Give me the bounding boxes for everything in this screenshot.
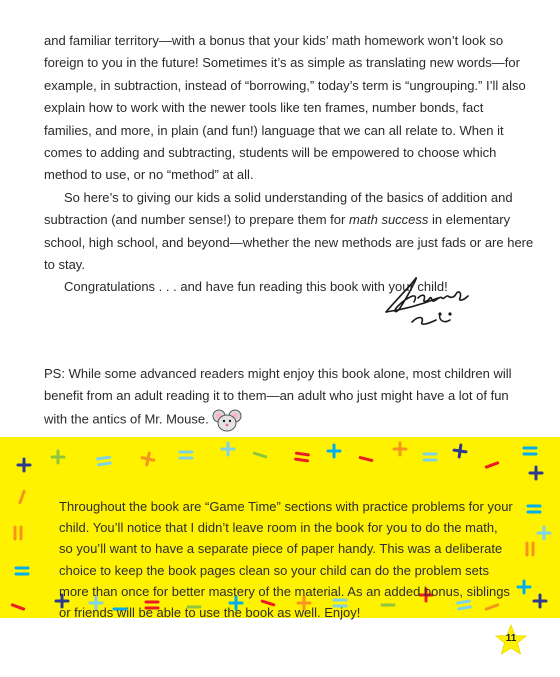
plus-symbol bbox=[453, 444, 467, 458]
equals-symbol bbox=[296, 453, 309, 461]
paragraph-3: Congratulations . . . and have fun reading this book with your child! bbox=[64, 279, 448, 295]
game-time-banner bbox=[0, 437, 560, 621]
minus-symbol bbox=[486, 463, 497, 467]
plus-symbol bbox=[141, 452, 155, 466]
plus-symbol bbox=[530, 467, 542, 479]
plus-symbol bbox=[538, 527, 550, 539]
body-text bbox=[44, 30, 534, 299]
minus-symbol bbox=[254, 453, 265, 457]
emphasis-math-success: math success bbox=[348, 212, 429, 228]
plus-symbol bbox=[328, 445, 340, 457]
paragraph-2: So here’s to giving our kids a solid understanding of the basics of addition and subtraction (and number sense!) to prepare them for math success in elementary school, high school, and beyond—whether the new methods are just fads or are here to stay. bbox=[44, 189, 534, 273]
minus-symbol bbox=[360, 458, 372, 461]
minus-symbol bbox=[20, 491, 24, 502]
equals-symbol bbox=[527, 543, 533, 555]
plus-symbol bbox=[18, 459, 30, 471]
equals-symbol bbox=[16, 568, 28, 574]
equals-symbol bbox=[524, 448, 536, 454]
plus-symbol bbox=[222, 443, 234, 455]
banner-text: Throughout the book are “Game Time” sections with practice problems for your child. You’ll notice that I didn’t leave room in the book for you to do the math, so you’ll want to have a separate piece of paper handy. This was a deliberate choice to keep the book pages clean so your child can do the problem sets more than once for better mastery of the material. As an added bonus, siblings or friends will be able to use the book as well. Enjoy! bbox=[59, 499, 513, 621]
page-number: 11 bbox=[505, 633, 517, 644]
page-number-badge bbox=[495, 624, 527, 656]
equals-symbol bbox=[180, 452, 192, 458]
equals-symbol bbox=[98, 457, 111, 465]
plus-symbol bbox=[534, 595, 546, 607]
minus-symbol bbox=[12, 605, 23, 609]
plus-symbol bbox=[394, 443, 406, 455]
equals-symbol bbox=[15, 527, 21, 539]
equals-symbol bbox=[424, 454, 436, 460]
signature-image bbox=[378, 268, 498, 338]
paragraph-1: and familiar territory—with a bonus that your kids’ math homework won’t look so foreign to you in the future! Sometimes it’s as simple as translating new words—for example, in subtraction, instead of “borrowing,” today’s term is “ungrouping.” I’ll also explain how to work with the newer tools like ten frames, number bonds, fact families, and more, in plain (and fun!) language that we can all relate to. When it comes to adding and subtracting, students will be empowered to choose which method to use, or no “method” at all. bbox=[44, 33, 526, 183]
mouse-icon bbox=[212, 408, 242, 432]
equals-symbol bbox=[528, 506, 540, 512]
postscript: PS: While some advanced readers might enjoy this book alone, most children will benefit from an adult reading it to them—an adult who just might have a lot of fun with the antics of Mr. Mouse. bbox=[44, 363, 534, 432]
plus-symbol bbox=[518, 581, 530, 593]
plus-symbol bbox=[52, 451, 64, 463]
